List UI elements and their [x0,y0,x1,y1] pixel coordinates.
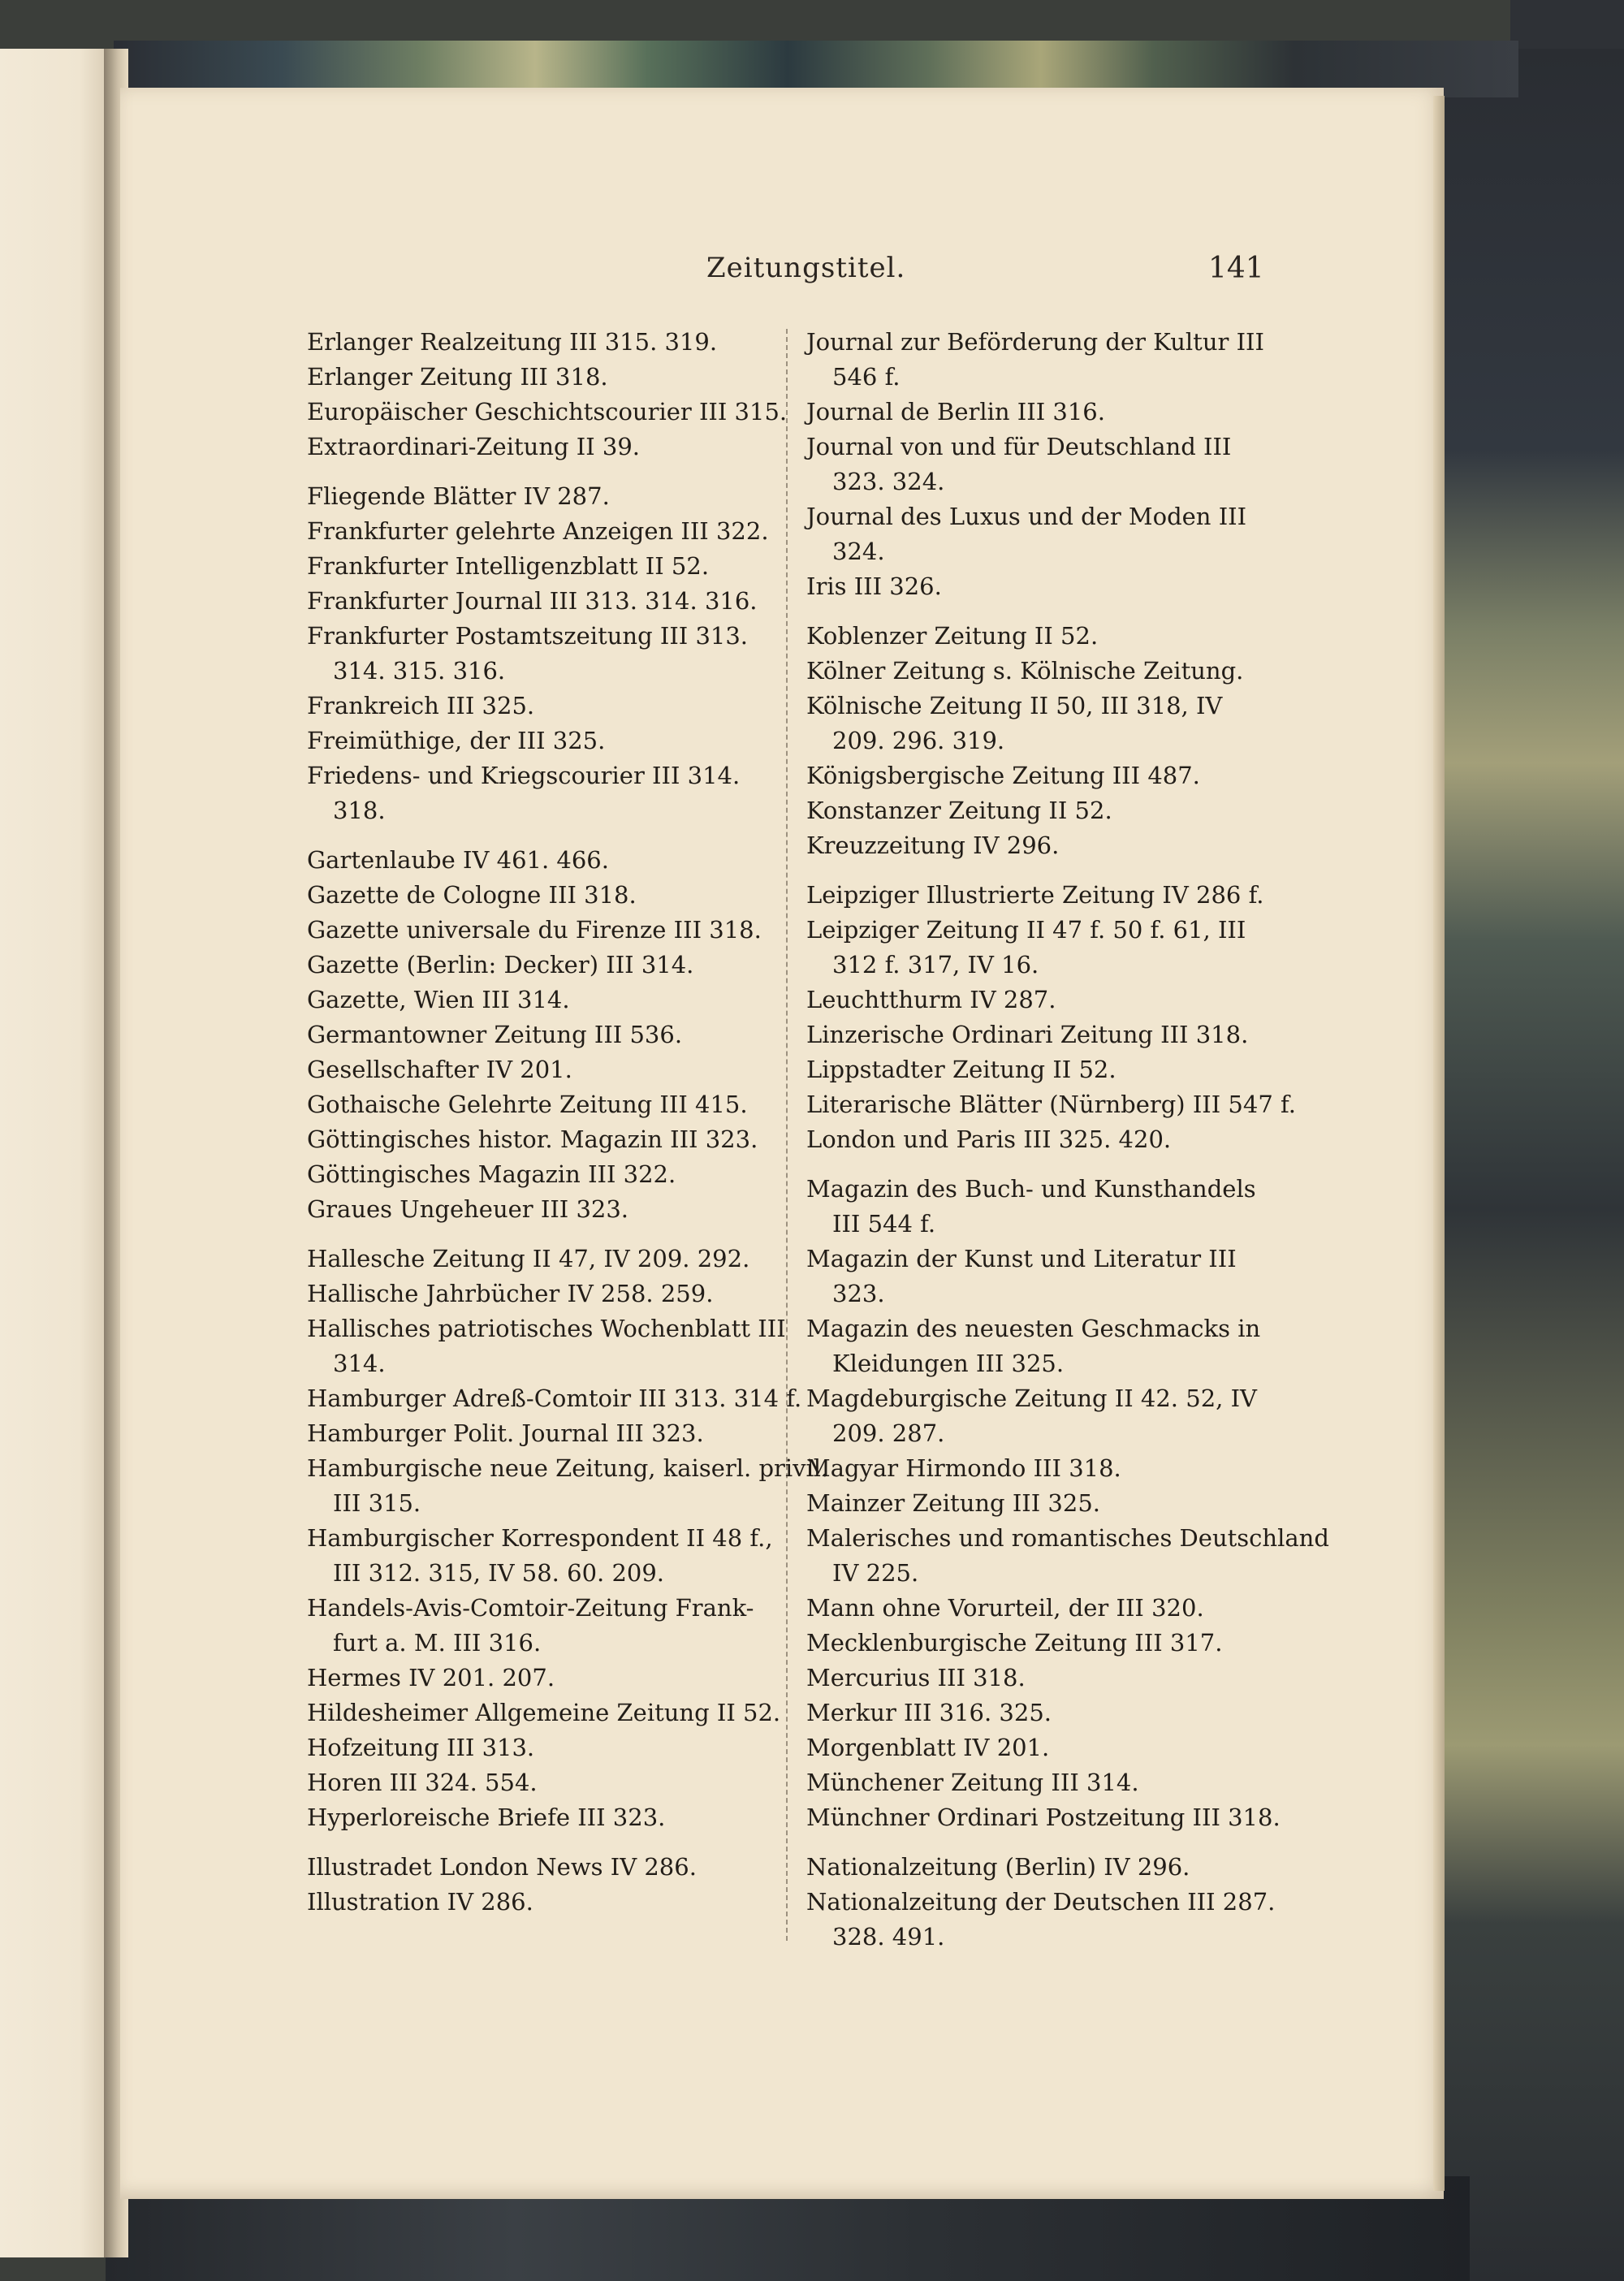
index-group-k [806,619,1294,863]
index-entry [307,1052,794,1087]
index-entry [307,479,794,514]
index-entry [307,1850,794,1885]
index-entry [806,1242,1294,1311]
index-entry-continuation: III 544 f. [832,1210,936,1238]
page-edge [1433,96,1445,2191]
index-entry [307,1521,794,1591]
index-entry [806,758,1294,793]
index-entry [806,689,1294,758]
index-entry [806,793,1294,828]
index-entry-text: Magazin der Kunst und Literatur III [806,1245,1237,1272]
index-entry [307,395,794,430]
index-entry-text: Erlanger Realzeitung III 315. 319. [307,328,718,356]
index-entry [307,1381,802,1416]
index-entry [307,724,794,758]
index-entry [806,1850,1294,1885]
index-entry-text: Mercurius III 318. [806,1664,1026,1691]
index-entry [307,1122,794,1157]
index-entry-text: Journal zur Beförderung der Kultur III [806,328,1264,356]
index-entry-continuation: 323. [832,1280,885,1307]
index-entry-text: Kölner Zeitung s. Kölnische Zeitung. [806,657,1244,685]
index-group-g [307,843,794,1227]
index-entry [307,758,794,828]
index-entry-text: Nationalzeitung (Berlin) IV 296. [806,1853,1190,1881]
index-entry [307,360,794,395]
index-entry-text: Münchner Ordinari Postzeitung III 318. [806,1804,1281,1831]
index-entry-text: Illustradet London News IV 286. [307,1853,697,1881]
facing-page-edge [0,49,114,2257]
index-group-j [806,325,1294,604]
index-entry-text: Journal de Berlin III 316. [806,398,1105,426]
index-entry [307,1765,794,1800]
index-entry [307,584,794,619]
left-column [307,325,829,1920]
index-entry [806,499,1294,569]
index-entry-continuation: 209. 287. [832,1419,945,1447]
index-entry-text: Kreuzzeitung IV 296. [806,832,1060,859]
index-entry-text: Horen III 324. 554. [307,1769,538,1796]
index-entry-text: Leipziger Illustrierte Zeitung IV 286 f. [806,881,1264,909]
running-title: Zeitungstitel. [706,252,906,284]
index-entry [806,1451,1294,1486]
index-entry-text: Konstanzer Zeitung II 52. [806,797,1112,824]
index-entry-text: Leipziger Zeitung II 47 f. 50 f. 61, III [806,916,1246,944]
index-entry [307,325,794,360]
index-entry-continuation: Kleidungen III 325. [832,1350,1065,1377]
index-entry [307,913,794,948]
index-entry-text: Literarische Blätter (Nürnberg) III 547 f. [806,1091,1296,1118]
index-entry [806,1885,1294,1955]
index-entry [806,1381,1294,1451]
index-entry-text: Journal des Luxus und der Moden III [806,503,1247,530]
index-entry [806,1765,1294,1800]
index-entry [307,1591,794,1661]
index-entry [806,1122,1294,1157]
index-entry-text: Hermes IV 201. 207. [307,1664,555,1691]
index-entry [307,1277,794,1311]
index-entry-continuation: III 312. 315, IV 58. 60. 209. [333,1559,665,1587]
index-entry [806,1486,1294,1521]
index-entry [806,1087,1294,1122]
index-entry [806,1661,1294,1696]
index-entry-continuation: 312 f. 317, IV 16. [832,951,1039,978]
index-entry-text: Münchener Zeitung III 314. [806,1769,1139,1796]
index-entry-text: Göttingisches histor. Magazin III 323. [307,1125,758,1153]
index-entry-text: Mann ohne Vorurteil, der III 320. [806,1594,1204,1622]
index-entry [806,430,1294,499]
index-entry-continuation: 546 f. [832,363,901,391]
index-entry [307,1192,794,1227]
index-entry-continuation: 314. [333,1350,386,1377]
index-entry-text: Europäischer Geschichtscourier III 315. [307,398,788,426]
index-entry [307,983,794,1017]
index-entry-text: Hallische Jahrbücher IV 258. 259. [307,1280,714,1307]
index-entry-continuation: 318. [333,797,386,824]
index-entry [806,1052,1294,1087]
index-entry-text: Hallisches patriotisches Wochenblatt III [307,1315,786,1342]
index-entry [307,1157,794,1192]
index-entry-text: Gazette, Wien III 314. [307,986,570,1013]
index-entry [806,1017,1294,1052]
index-entry-text: Fliegende Blätter IV 287. [307,482,610,510]
index-entry [307,843,794,878]
index-entry-text: Magdeburgische Zeitung II 42. 52, IV [806,1385,1257,1412]
index-entry [307,948,794,983]
index-entry-text: Lippstadter Zeitung II 52. [806,1056,1116,1083]
index-entry-text: Magazin des neuesten Geschmacks in [806,1315,1261,1342]
index-entry [806,1696,1294,1730]
index-entry-text: Gazette universale du Firenze III 318. [307,916,762,944]
index-entry-text: Erlanger Zeitung III 318. [307,363,608,391]
index-entry [307,1087,794,1122]
index-entry [307,1661,794,1696]
index-entry-text: Gothaische Gelehrte Zeitung III 415. [307,1091,748,1118]
index-entry-text: Frankfurter Journal III 313. 314. 316. [307,587,758,615]
index-entry-text: Hamburgische neue Zeitung, kaiserl. privil. [307,1454,829,1482]
index-entry-text: London und Paris III 325. 420. [806,1125,1172,1153]
index-group-f [307,479,794,828]
index-entry [806,654,1294,689]
index-entry-text: Handels-Avis-Comtoir-Zeitung Frank- [307,1594,754,1622]
index-entry-text: Mainzer Zeitung III 325. [806,1489,1100,1517]
index-entry-text: Hildesheimer Allgemeine Zeitung II 52. [307,1699,781,1726]
index-entry-text: Friedens- und Kriegscourier III 314. [307,762,741,789]
index-entry [307,878,794,913]
index-entry-text: Illustration IV 286. [307,1888,533,1916]
index-entry [307,1451,829,1521]
index-entry [307,1696,794,1730]
index-entry-text: Frankfurter gelehrte Anzeigen III 322. [307,517,769,545]
index-entry-continuation: 324. [832,538,885,565]
index-entry-text: Hamburger Adreß-Comtoir III 313. 314 f. [307,1385,802,1412]
index-entry-continuation: 209. 296. 319. [832,727,1005,754]
index-entry [307,1242,794,1277]
index-entry-continuation: furt a. M. III 316. [333,1629,542,1657]
index-entry-text: Merkur III 316. 325. [806,1699,1052,1726]
index-entry [806,1800,1294,1835]
index-entry-text: Linzerische Ordinari Zeitung III 318. [806,1021,1249,1048]
index-entry-text: Gazette (Berlin: Decker) III 314. [307,951,694,978]
index-entry-text: Iris III 326. [806,572,942,600]
index-entry-continuation: 323. 324. [832,468,945,495]
index-group-e [307,325,794,464]
index-entry-text: Königsbergische Zeitung III 487. [806,762,1200,789]
index-group-l [806,878,1294,1157]
index-entry-text: Hofzeitung III 313. [307,1734,535,1761]
index-entry [806,325,1294,395]
book-cover-marbled-right [1429,49,1624,2281]
index-entry [806,395,1294,430]
index-entry [307,1017,794,1052]
index-entry [806,828,1294,863]
index-entry-continuation: IV 225. [832,1559,919,1587]
index-entry [806,1591,1294,1626]
index-entry [806,1730,1294,1765]
index-entry-text: Graues Ungeheuer III 323. [307,1195,629,1223]
index-entry-text: Göttingisches Magazin III 322. [307,1160,676,1188]
index-entry [806,983,1294,1017]
index-group-n [806,1850,1294,1955]
index-entry-text: Malerisches und romantisches Deutschland [806,1524,1329,1552]
index-entry [307,430,794,464]
index-entry-text: Freimüthige, der III 325. [307,727,606,754]
index-entry-text: Nationalzeitung der Deutschen III 287. [806,1888,1276,1916]
index-entry-text: Koblenzer Zeitung II 52. [806,622,1099,650]
index-entry-text: Magyar Hirmondo III 318. [806,1454,1121,1482]
index-entry-text: Frankfurter Postamtszeitung III 313. [307,622,749,650]
index-entry-text: Extraordinari-Zeitung II 39. [307,433,641,460]
index-entry-text: Mecklenburgische Zeitung III 317. [806,1629,1223,1657]
index-group-h [307,1242,829,1835]
index-entry [307,549,794,584]
index-entry-text: Leuchtthurm IV 287. [806,986,1056,1013]
index-entry-text: Kölnische Zeitung II 50, III 318, IV [806,692,1223,719]
index-entry [307,1416,794,1451]
index-entry [307,514,794,549]
index-entry-text: Germantowner Zeitung III 536. [307,1021,683,1048]
index-group-m [806,1172,1329,1835]
index-entry-continuation: 328. 491. [832,1923,945,1951]
index-entry-text: Gesellschafter IV 201. [307,1056,572,1083]
index-entry [806,1172,1294,1242]
index-entry [307,1311,794,1381]
index-group-i [307,1850,794,1920]
index-entry-text: Frankfurter Intelligenzblatt II 52. [307,552,710,580]
index-entry-text: Gazette de Cologne III 318. [307,881,637,909]
index-entry [806,569,1294,604]
index-entry [806,878,1294,913]
index-entry-text: Hamburgischer Korrespondent II 48 f., [307,1524,773,1552]
index-entry [307,1800,794,1835]
index-entry-text: Hallesche Zeitung II 47, IV 209. 292. [307,1245,750,1272]
index-entry-continuation: 314. 315. 316. [333,657,506,685]
index-entry-text: Gartenlaube IV 461. 466. [307,846,609,874]
index-entry [307,1730,794,1765]
index-entry [806,619,1294,654]
index-entry-continuation: III 315. [333,1489,421,1517]
index-entry-text: Hamburger Polit. Journal III 323. [307,1419,704,1447]
right-column [806,325,1329,1955]
index-entry [307,689,794,724]
index-entry-text: Hyperloreische Briefe III 323. [307,1804,666,1831]
index-entry [806,1311,1294,1381]
page-number: 141 [1208,252,1264,285]
index-entry [806,1626,1294,1661]
index-entry [307,619,794,689]
index-entry-text: Morgenblatt IV 201. [806,1734,1050,1761]
index-entry-text: Magazin des Buch- und Kunsthandels [806,1175,1256,1203]
index-entry-text: Frankreich III 325. [307,692,535,719]
index-entry [806,913,1294,983]
index-entry [806,1521,1329,1591]
index-entry-text: Journal von und für Deutschland III [806,433,1232,460]
index-entry [307,1885,794,1920]
